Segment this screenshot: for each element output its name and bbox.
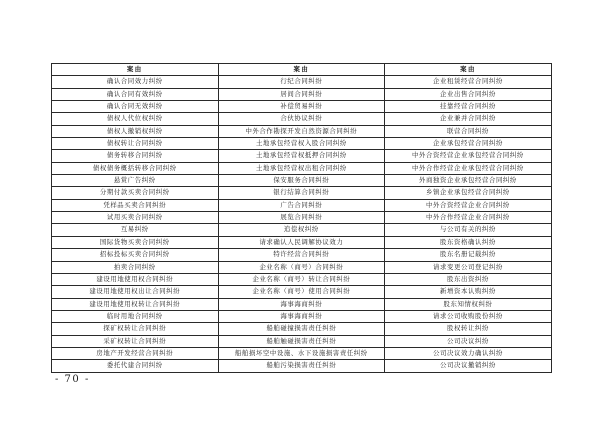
table-cell: 请求公司收购股份纠纷: [385, 310, 552, 322]
table-row: [52, 298, 552, 310]
table-cell: 企业名称（商号）合同纠纷: [218, 261, 385, 273]
table-row: [52, 310, 552, 322]
table-row: [52, 360, 552, 372]
table-cell: 分期付款买卖合同纠纷: [52, 187, 219, 199]
table-cell: 股东知情权纠纷: [385, 298, 552, 310]
column-header: 案由: [218, 64, 385, 76]
table-cell: 广告合同纠纷: [218, 199, 385, 211]
table-cell: 补偿贸易纠纷: [218, 101, 385, 113]
table-row: [52, 88, 552, 100]
table-body: [52, 76, 552, 372]
table-cell: 公司决议撤销纠纷: [385, 360, 552, 372]
table-cell: 招标投标买卖合同纠纷: [52, 249, 219, 261]
table-cell: 公司决议纠纷: [385, 335, 552, 347]
table-cell: 互易纠纷: [52, 224, 219, 236]
table-row: [52, 212, 552, 224]
table-cell: 企业出售合同纠纷: [385, 88, 552, 100]
table-cell: 债权转让合同纠纷: [52, 138, 219, 150]
table-cell: 特许经营合同纠纷: [218, 249, 385, 261]
table-cell: 委托代建合同纠纷: [52, 360, 219, 372]
table-row: [52, 162, 552, 174]
table-row: [52, 199, 552, 211]
table-cell: 债权人撤销权纠纷: [52, 125, 219, 137]
table-cell: 房地产开发经营合同纠纷: [52, 347, 219, 359]
table-cell: 合伙协议纠纷: [218, 113, 385, 125]
table-cell: 债权人代位权纠纷: [52, 113, 219, 125]
table-row: [52, 138, 552, 150]
table-cell: 企业租赁经营合同纠纷: [385, 76, 552, 88]
table-cell: 请求确认人民调解协议效力: [218, 236, 385, 248]
table-cell: 企业名称（商号）使用合同纠纷: [218, 286, 385, 298]
table-row: [52, 101, 552, 113]
table-row: [52, 286, 552, 298]
table-cell: 中外合资经营企业承包经营合同纠纷: [385, 150, 552, 162]
table-cell: 船舶损坏空中设施、水下设施损害责任纠纷: [218, 347, 385, 359]
table-cell: 企业名称（商号）转让合同纠纷: [218, 273, 385, 285]
table-cell: 采矿权转让合同纠纷: [52, 335, 219, 347]
table-cell: 凭样品买卖合同纠纷: [52, 199, 219, 211]
table-row: [52, 150, 552, 162]
table-row: [52, 323, 552, 335]
table-cell: 临时用地合同纠纷: [52, 310, 219, 322]
table-cell: 确认合同有效纠纷: [52, 88, 219, 100]
table-cell: 展览合同纠纷: [218, 212, 385, 224]
table-cell: 确认合同效力纠纷: [52, 76, 219, 88]
table-row: [52, 249, 552, 261]
table-cell: 建设用地使用权出让合同纠纷: [52, 286, 219, 298]
table-cell: 乡镇企业承包经营合同纠纷: [385, 187, 552, 199]
case-cause-table: [51, 63, 552, 373]
table-row: [52, 76, 552, 88]
table-cell: 银行结算合同纠纷: [218, 187, 385, 199]
table-cell: 居间合同纠纷: [218, 88, 385, 100]
table-cell: 船舶触碰损害责任纠纷: [218, 335, 385, 347]
table-cell: 中外合资经营企业合同纠纷: [385, 199, 552, 211]
table-row: [52, 175, 552, 187]
table-cell: 外商独资企业承包经营合同纠纷: [385, 175, 552, 187]
table-cell: 中外合作经营企业合同纠纷: [385, 212, 552, 224]
table-row: [52, 236, 552, 248]
table-row: [52, 347, 552, 359]
table-row: [52, 273, 552, 285]
table-row: [52, 224, 552, 236]
table-cell: 土地承包经营权入股合同纠纷: [218, 138, 385, 150]
table-cell: 联营合同纠纷: [385, 125, 552, 137]
table-cell: 海事海商纠纷: [218, 298, 385, 310]
table-row: [52, 335, 552, 347]
table-header-row: [52, 64, 552, 76]
table-cell: 中外合作勘探开发自然资源合同纠纷: [218, 125, 385, 137]
table-cell: 债务转移合同纠纷: [52, 150, 219, 162]
table-cell: 土地承包经营权出租合同纠纷: [218, 162, 385, 174]
column-header: 案由: [52, 64, 219, 76]
table-cell: 股东出资纠纷: [385, 273, 552, 285]
table-cell: 船舶污染损害责任纠纷: [218, 360, 385, 372]
table-cell: 企业承包经营合同纠纷: [385, 138, 552, 150]
table-row: [52, 261, 552, 273]
table-row: [52, 113, 552, 125]
table-cell: 探矿权转让合同纠纷: [52, 323, 219, 335]
table-cell: 试用买卖合同纠纷: [52, 212, 219, 224]
table-cell: 与公司有关的纠纷: [385, 224, 552, 236]
table-cell: 拍卖合同纠纷: [52, 261, 219, 273]
table-cell: 债权债务概括转移合同纠纷: [52, 162, 219, 174]
table-cell: 股权转让纠纷: [385, 323, 552, 335]
table-cell: 保安服务合同纠纷: [218, 175, 385, 187]
table-cell: 船舶碰撞损害责任纠纷: [218, 323, 385, 335]
table-row: [52, 187, 552, 199]
table-cell: 股东资格确认纠纷: [385, 236, 552, 248]
page-number: - 70 -: [55, 374, 90, 385]
table-cell: 公司决议效力确认纠纷: [385, 347, 552, 359]
table-cell: 中外合作经营企业承包经营合同纠纷: [385, 162, 552, 174]
table-cell: 建设用地使用权合同纠纷: [52, 273, 219, 285]
table-cell: 请求变更公司登记纠纷: [385, 261, 552, 273]
table-cell: 挂靠经营合同纠纷: [385, 101, 552, 113]
table-cell: 确认合同无效纠纷: [52, 101, 219, 113]
table-cell: 海事海商纠纷: [218, 310, 385, 322]
table-cell: 追偿权纠纷: [218, 224, 385, 236]
table-cell: 股东名册记载纠纷: [385, 249, 552, 261]
table-cell: 行纪合同纠纷: [218, 76, 385, 88]
table-cell: 土地承包经营权抵押合同纠纷: [218, 150, 385, 162]
table-cell: 建设用地使用权转让合同纠纷: [52, 298, 219, 310]
table-cell: 国际货物买卖合同纠纷: [52, 236, 219, 248]
table-row: [52, 125, 552, 137]
table-cell: 企业兼并合同纠纷: [385, 113, 552, 125]
table-cell: 新增资本认购纠纷: [385, 286, 552, 298]
column-header: 案由: [385, 64, 552, 76]
table-cell: 悬赏广告纠纷: [52, 175, 219, 187]
